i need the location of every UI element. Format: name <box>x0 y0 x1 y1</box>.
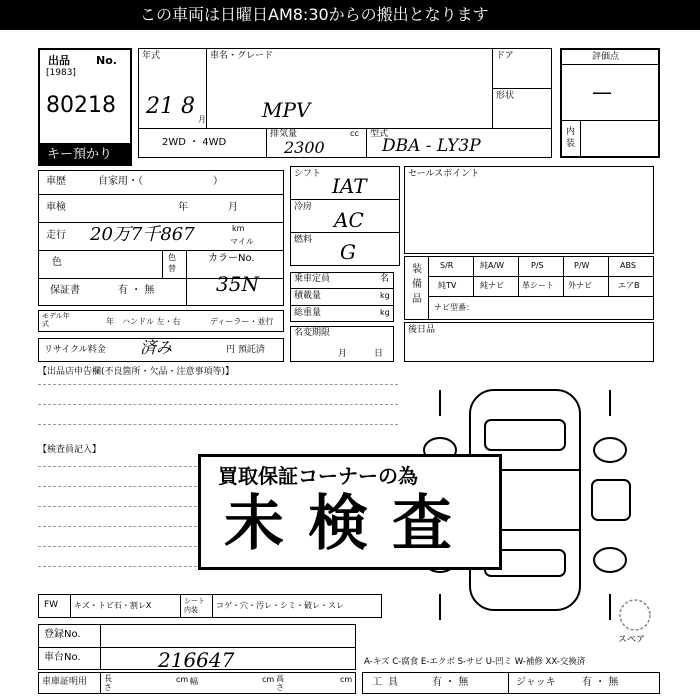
load-label: 積載量 <box>294 291 322 301</box>
name-label: 車名・グレード <box>210 51 274 61</box>
ac-label: 冷房 <box>294 202 313 212</box>
fuel-label: 燃料 <box>294 235 313 245</box>
after-label: 後日品 <box>408 325 436 335</box>
gross-unit: kg <box>380 308 390 317</box>
sales-label: セールスポイント <box>408 169 480 179</box>
length-label: 長さ <box>104 674 112 692</box>
displacement-handwritten: 2300 <box>284 138 325 157</box>
lot-number: 80218 <box>46 93 116 118</box>
spare-label: スペア <box>618 635 646 645</box>
equip-extnavi: 外ナビ <box>568 281 592 290</box>
navi-label: ナビ型番： <box>434 303 474 312</box>
equip-abs: ABS <box>620 261 636 270</box>
history-value: 自家用・（ ） <box>98 176 223 187</box>
legend-fw: FW <box>44 600 59 610</box>
jack-value: 有 ・ 無 <box>582 677 619 688</box>
dealer-label: ディーラー・並行 <box>210 317 274 326</box>
mileage-label: 走行 <box>46 230 66 241</box>
name-change-value: 月 日 <box>338 349 384 359</box>
score-value: — <box>592 80 612 104</box>
inspection-label: 車検 <box>46 202 66 213</box>
equip-tv: 純TV <box>438 281 457 290</box>
year-handwritten: 21 8 <box>146 94 195 119</box>
tool-value: 有 ・ 無 <box>432 677 469 688</box>
name-change-label: 名変期限 <box>294 328 331 338</box>
history-label: 車歴 <box>46 176 66 187</box>
recycle-label: リサイクル料金 <box>44 345 106 355</box>
width-cm: cm <box>262 675 275 684</box>
color-swap: 色替 <box>168 253 176 273</box>
recycle-suffix: 円 預託済 <box>226 345 265 355</box>
recycle-handwritten: 済み <box>140 338 173 357</box>
width-label: 幅 <box>190 677 198 686</box>
legend-seat: シート内装 <box>184 597 205 614</box>
load-unit: kg <box>380 291 390 300</box>
equip-aw: 純A/W <box>480 261 505 270</box>
stamp-top: 買取保証コーナーの為 <box>218 464 418 488</box>
equip-airbag: エアB <box>618 281 640 290</box>
lot-sub: [1983] <box>46 68 76 78</box>
fuel-handwritten: G <box>340 240 356 264</box>
color-no-label: カラーNo. <box>208 253 255 264</box>
name-handwritten: MPV <box>262 98 311 122</box>
inspection-value: 年 月 <box>178 202 238 213</box>
cert-label: 車庫証明用 <box>42 677 88 687</box>
mile-unit: マイル <box>230 237 254 246</box>
length-cm: cm <box>176 675 189 684</box>
equip-grid <box>428 256 654 320</box>
chassis-handwritten: 216647 <box>158 648 235 672</box>
interior-label: 内装 <box>566 127 576 149</box>
banner-text: この車両は日曜日AM8:30からの搬出となります <box>140 5 489 24</box>
sales-box <box>404 166 654 254</box>
lot-out-label: 出品 <box>48 54 70 67</box>
key-label: キー預かり <box>47 147 113 162</box>
score-label: 評価点 <box>592 52 620 62</box>
jack-label: ジャッキ <box>516 677 556 688</box>
shape-label: 形状 <box>496 91 515 101</box>
remarks-label: 【出品店申告欄(不良箇所・欠品・注意事項等)】 <box>38 367 235 377</box>
gross-label: 総重量 <box>294 308 322 318</box>
reg-label: 登録No. <box>44 629 81 640</box>
lot-no-label: No. <box>96 54 117 67</box>
chassis-label: 車台No. <box>44 652 81 663</box>
door-label: ドア <box>496 51 514 61</box>
warranty-label: 保証書 <box>50 285 80 296</box>
warranty-value: 有 ・ 無 <box>118 285 155 296</box>
damage-codes: A-キズ C-腐食 E-エクボ S-サビ U-凹ミ W-補修 XX-交換済 <box>364 657 586 667</box>
equip-pw: P/W <box>574 261 590 270</box>
year-label: 年式 <box>142 51 161 61</box>
km-unit: km <box>232 224 245 233</box>
ac-handwritten: AC <box>334 208 364 232</box>
legend-items1: キズ・トビ石・割レX <box>74 601 152 610</box>
mileage-handwritten: 20万7千867 <box>90 224 195 245</box>
equip-label: 装備品 <box>412 264 422 305</box>
equip-sr: S/R <box>440 261 454 270</box>
shift-handwritten: IAT <box>332 174 367 198</box>
tool-label: 工具 <box>372 677 404 688</box>
model-label: 型式 <box>370 129 389 139</box>
shift-label: シフト <box>294 169 322 179</box>
color-label: 色 <box>52 257 62 268</box>
displacement-label: 排気量 <box>270 129 298 139</box>
spare-tire-icon <box>618 598 652 632</box>
after-box <box>404 322 654 362</box>
capacity-unit: 名 <box>380 274 390 284</box>
equip-navi: 純ナビ <box>480 281 504 290</box>
inspector-label: 【検査員記入】 <box>38 445 102 455</box>
equip-ps: P/S <box>531 261 544 270</box>
model-handwritten: DBA - LY3P <box>382 136 481 156</box>
stamp-main: 未検査 <box>224 489 476 559</box>
equip-leather: 革シート <box>522 281 554 290</box>
model-year-unit: 年 <box>106 317 114 326</box>
legend-items2: コゲ・穴・汚レ・シミ・破レ・スレ <box>216 601 344 610</box>
height-label: 高さ <box>276 674 284 692</box>
capacity-label: 乗車定員 <box>294 274 331 284</box>
height-cm: cm <box>340 675 353 684</box>
handle-label: ハンドル 左・右 <box>122 317 181 326</box>
model-year-label: モデル年式 <box>42 312 70 328</box>
drive-label: 2WD ・ 4WD <box>162 137 227 148</box>
month-suffix: 月 <box>198 115 206 124</box>
cc-unit: cc <box>350 129 359 138</box>
color-no-handwritten: 35N <box>216 272 259 296</box>
